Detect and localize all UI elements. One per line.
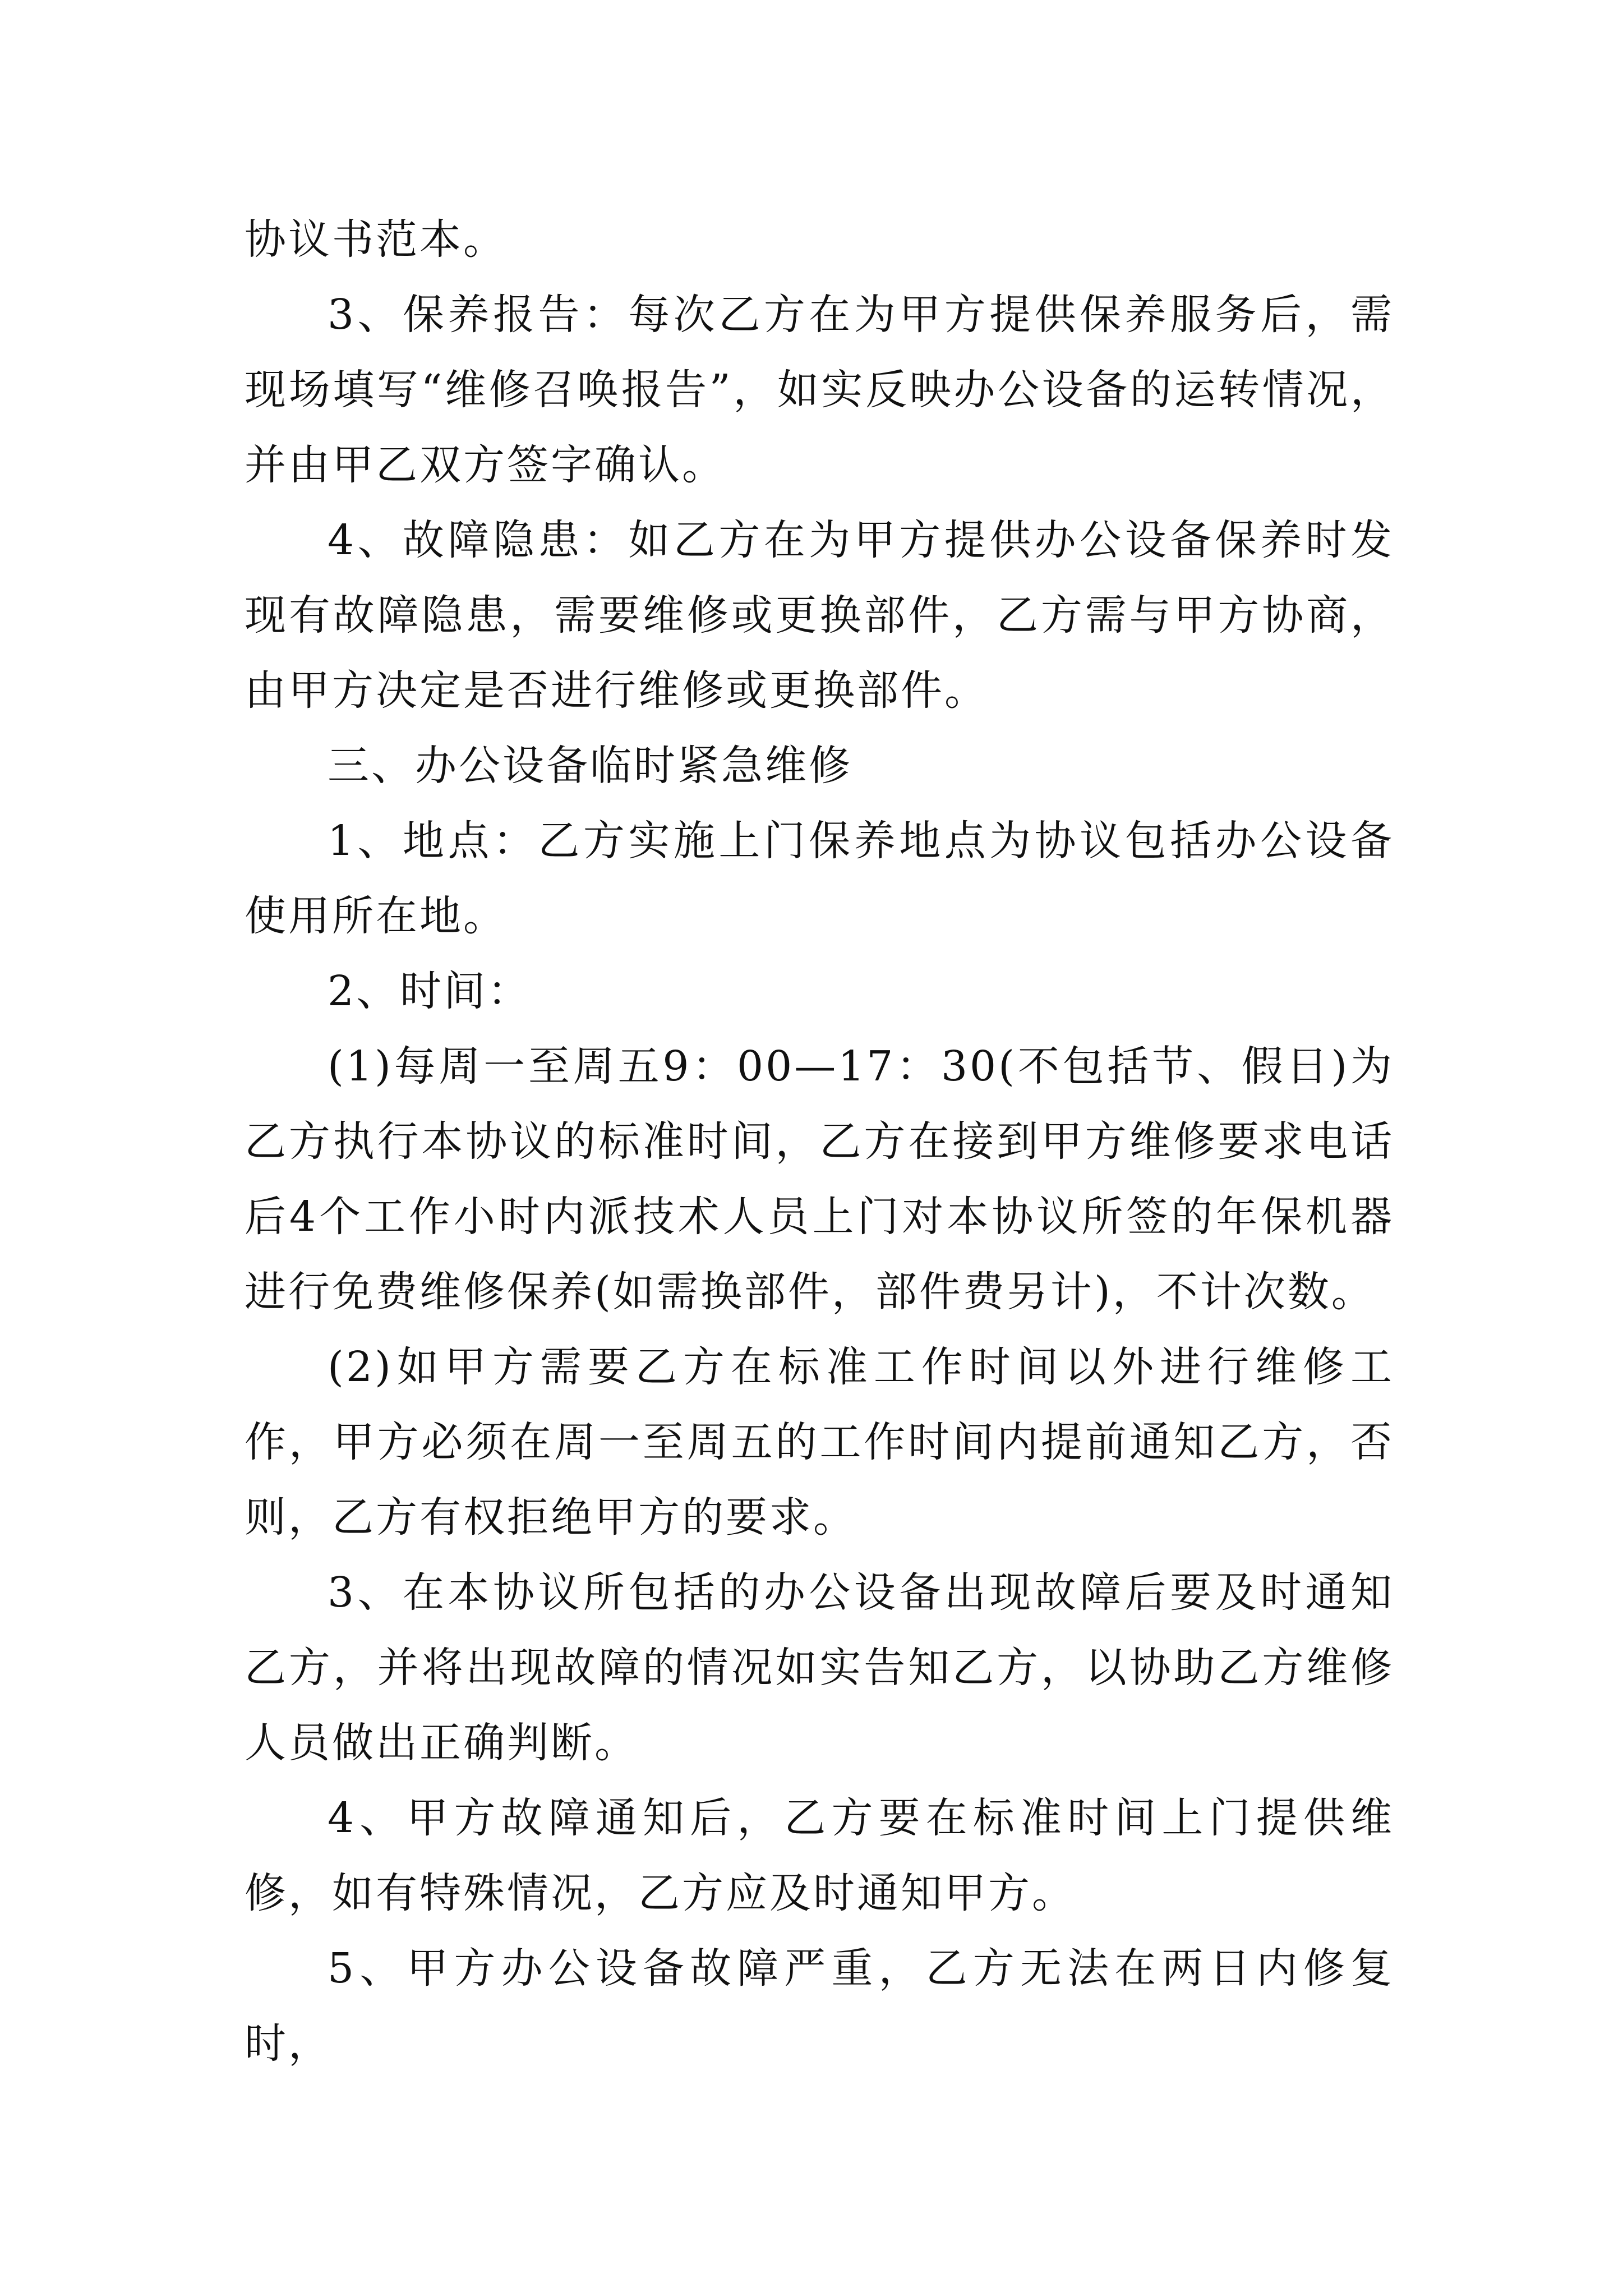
paragraph-maintenance-report: 3、保养报告：每次乙方在为甲方提供保养服务后，需现场填写“维修召唤报告”，如实反映办公设备的运转情况，并由甲乙双方签字确认。 <box>245 291 1394 489</box>
paragraph-severe-fault: 5、甲方办公设备故障严重，乙方无法在两日内修复时， <box>245 1944 1394 2068</box>
paragraph-fault-hazard: 4、故障隐患：如乙方在为甲方提供办公设备保养时发现有故障隐患，需要维修或更换部件，乙方需与甲方协商，由甲方决定是否进行维修或更换部件。 <box>245 516 1394 715</box>
paragraph-standard-hours: (1)每周一至周五9：00—17：30(不包括节、假日)为乙方执行本协议的标准时间，乙方在接到甲方维修要求电话后4个工作小时内派技术人员上门对本协议所签的年保机器进行免费维修保养(如需换部件，部件费另计)，不计次数。 <box>245 1042 1394 1316</box>
paragraph-on-site-repair: 4、甲方故障通知后，乙方要在标准时间上门提供维修，如有特殊情况，乙方应及时通知甲方。 <box>245 1794 1394 1917</box>
paragraph-time-heading: 2、时间： <box>328 967 532 1015</box>
paragraph-location: 1、地点：乙方实施上门保养地点为协议包括办公设备使用所在地。 <box>245 817 1394 940</box>
paragraph-overtime-notice: (2)如甲方需要乙方在标准工作时间以外进行维修工作，甲方必须在周一至周五的工作时间内提前通知乙方，否则，乙方有权拒绝甲方的要求。 <box>245 1343 1394 1542</box>
paragraph-fault-notification: 3、在本协议所包括的办公设备出现故障后要及时通知乙方，并将出现故障的情况如实告知乙方，以协助乙方维修人员做出正确判断。 <box>245 1568 1394 1767</box>
document-body <box>245 202 1394 2081</box>
section-heading-emergency-repair: 三、办公设备临时紧急维修 <box>328 742 852 790</box>
paragraph-sample-agreement: 协议书范本。 <box>245 215 507 264</box>
